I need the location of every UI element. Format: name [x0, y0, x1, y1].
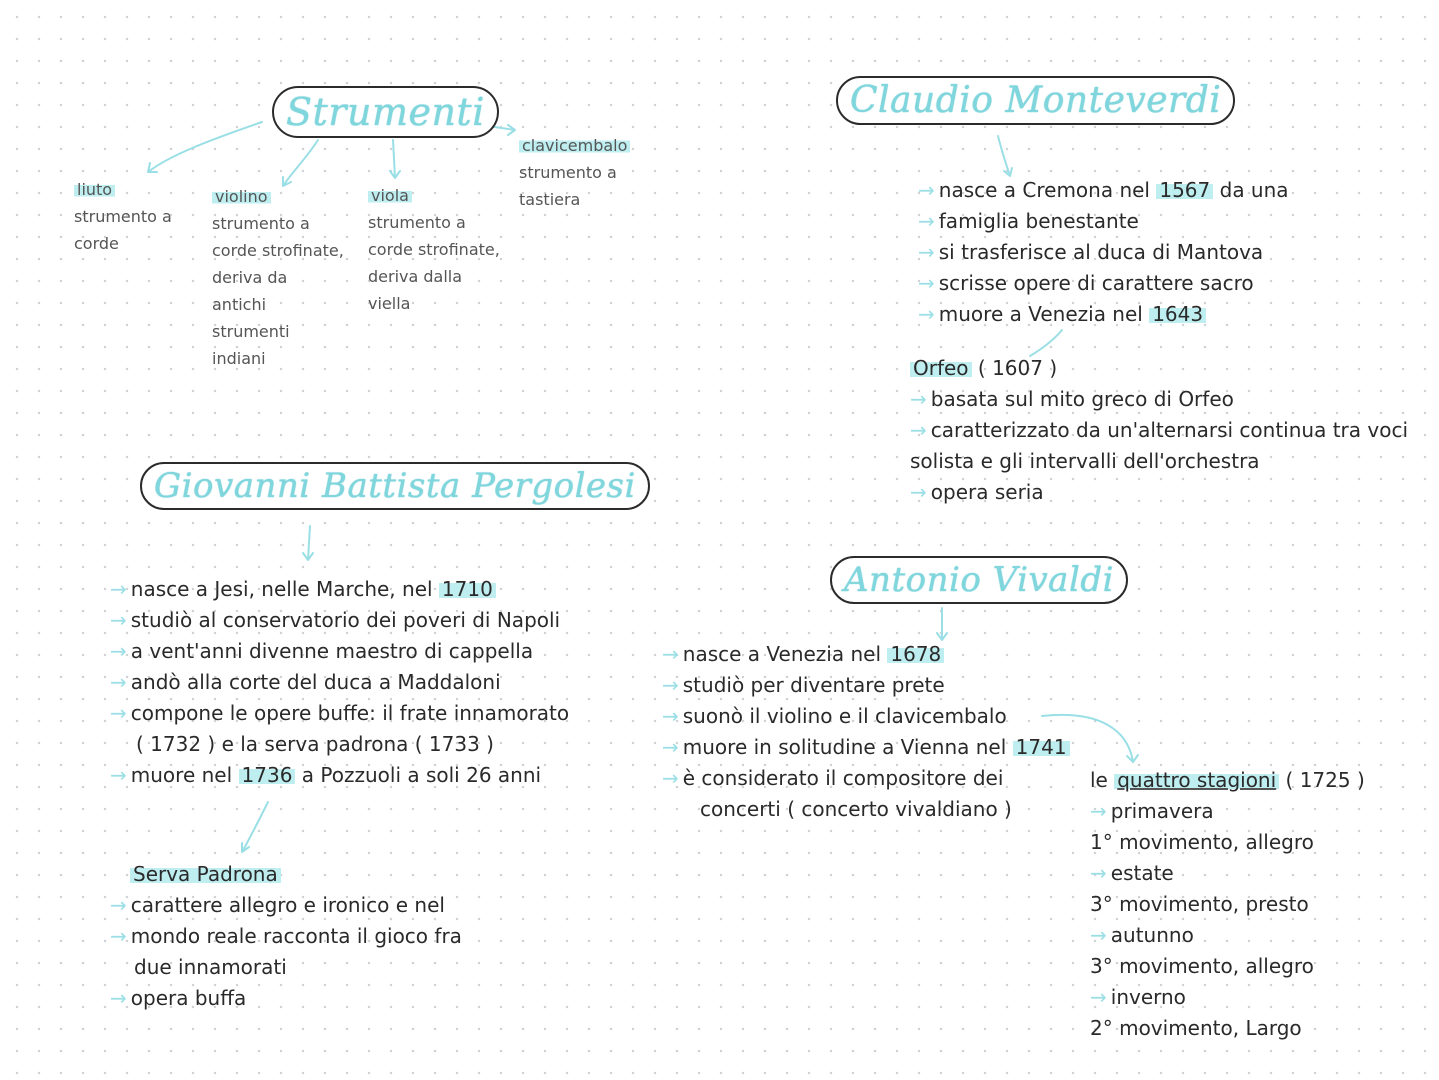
clavicembalo-name: clavicembalo — [519, 136, 630, 155]
violino-line: indiani — [212, 349, 266, 368]
pergolesi-bio — [110, 574, 569, 791]
orfeo-block — [910, 353, 1408, 508]
list-item: → muore nel 1736 a Pozzuoli a soli 26 anni — [110, 763, 542, 787]
serva-padrona-title: Serva Padrona — [130, 862, 281, 886]
violino-block — [212, 183, 344, 372]
list-item: solista e gli intervalli dell'orchestra — [910, 449, 1260, 473]
list-item: → primavera — [1090, 799, 1214, 823]
list-item: → è considerato il compositore dei — [662, 766, 1004, 790]
viola-line: deriva dalla — [368, 267, 463, 286]
clavicembalo-line: tastiera — [519, 190, 581, 209]
pergolesi-title: Giovanni Battista Pergolesi — [140, 462, 650, 510]
vivaldi-bio — [662, 639, 1070, 825]
liuto-block — [74, 176, 172, 257]
orfeo-year: ( 1607 ) — [977, 356, 1058, 380]
list-item: → muore a Venezia nel 1643 — [918, 299, 1289, 330]
arrow-strumenti-liuto — [148, 122, 262, 172]
list-item: → compone le opere buffe: il frate innamorato — [110, 701, 570, 725]
monteverdi-bio — [918, 175, 1289, 330]
viola-line: corde strofinate, — [368, 240, 500, 259]
list-item: 3° movimento, allegro — [1090, 954, 1314, 978]
list-item: 3° movimento, presto — [1090, 892, 1309, 916]
viola-line: strumento a — [368, 213, 466, 232]
quattro-stagioni-block: le quattro stagioni ( 1725 ) → primavera 1° movimento, allegro → estate 3° movimento, presto → autunno 3° movimento, allegro → inverno 2° movimento, Largo — [1090, 765, 1365, 1044]
viola-block — [368, 182, 500, 317]
violino-line: corde strofinate, — [212, 241, 344, 260]
serva-padrona-block — [110, 859, 462, 1014]
monteverdi-title: Claudio Monteverdi — [836, 76, 1235, 125]
violino-line: antichi — [212, 295, 267, 314]
list-item: → mondo reale racconta il gioco fra — [110, 924, 462, 948]
violino-line: deriva da — [212, 268, 288, 287]
liuto-name: liuto — [74, 180, 115, 199]
list-item: ( 1732 ) e la serva padrona ( 1733 ) — [136, 732, 494, 756]
list-item: due innamorati — [134, 955, 287, 979]
list-item: 2° movimento, Largo — [1090, 1016, 1302, 1040]
list-item: → a vent'anni divenne maestro di cappella — [110, 639, 534, 663]
arrow-monteverdi — [998, 136, 1012, 176]
list-item: → studiò al conservatorio dei poveri di Napoli — [110, 608, 561, 632]
clavicembalo-line: strumento a — [519, 163, 617, 182]
list-item: → autunno — [1090, 923, 1194, 947]
clavicembalo-block — [519, 132, 630, 213]
list-item: → nasce a Jesi, nelle Marche, nel 1710 — [110, 574, 569, 605]
arrow-pergolesi — [303, 526, 313, 560]
list-item: → caratterizzato da un'alternarsi continua tra voci — [910, 418, 1409, 442]
liuto-line: corde — [74, 234, 119, 253]
vivaldi-title: Antonio Vivaldi — [830, 556, 1128, 604]
liuto-line: strumento a — [74, 207, 172, 226]
list-item: → opera buffa — [110, 986, 247, 1010]
arrow-strumenti-viola — [390, 140, 400, 178]
quattro-stagioni-title: quattro stagioni — [1114, 768, 1279, 792]
list-item: → scrisse opere di carattere sacro — [918, 271, 1254, 295]
viola-name: viola — [368, 186, 412, 205]
list-item: → nasce a Cremona nel 1567 da una — [918, 178, 1289, 202]
list-item: → suonò il violino e il clavicembalo — [662, 704, 1007, 728]
arrow-vivaldi — [937, 608, 947, 640]
orfeo-name: Orfeo — [910, 356, 972, 380]
list-item: → muore in solitudine a Vienna nel 1741 — [662, 732, 1070, 763]
list-item: → andò alla corte del duca a Maddaloni — [110, 670, 501, 694]
violino-name: violino — [212, 187, 271, 206]
list-item: → opera seria — [910, 480, 1044, 504]
list-item: → carattere allegro e ironico e nel — [110, 893, 445, 917]
list-item: → basata sul mito greco di Orfeo — [910, 387, 1234, 411]
strumenti-title: Strumenti — [272, 86, 499, 138]
list-item: → studiò per diventare prete — [662, 673, 945, 697]
list-item: 1° movimento, allegro — [1090, 830, 1314, 854]
arrow-serva — [242, 802, 268, 852]
list-item: → si trasferisce al duca di Mantova — [918, 240, 1264, 264]
arrow-strumenti-violino — [283, 140, 318, 186]
violino-line: strumento a — [212, 214, 310, 233]
list-item: concerti ( concerto vivaldiano ) — [700, 797, 1012, 821]
list-item: → inverno — [1090, 985, 1186, 1009]
list-item: → nasce a Venezia nel 1678 — [662, 639, 1070, 670]
violino-line: strumenti — [212, 322, 290, 341]
list-item: → famiglia benestante — [918, 209, 1139, 233]
list-item: → estate — [1090, 861, 1174, 885]
viola-line: viella — [368, 294, 411, 313]
